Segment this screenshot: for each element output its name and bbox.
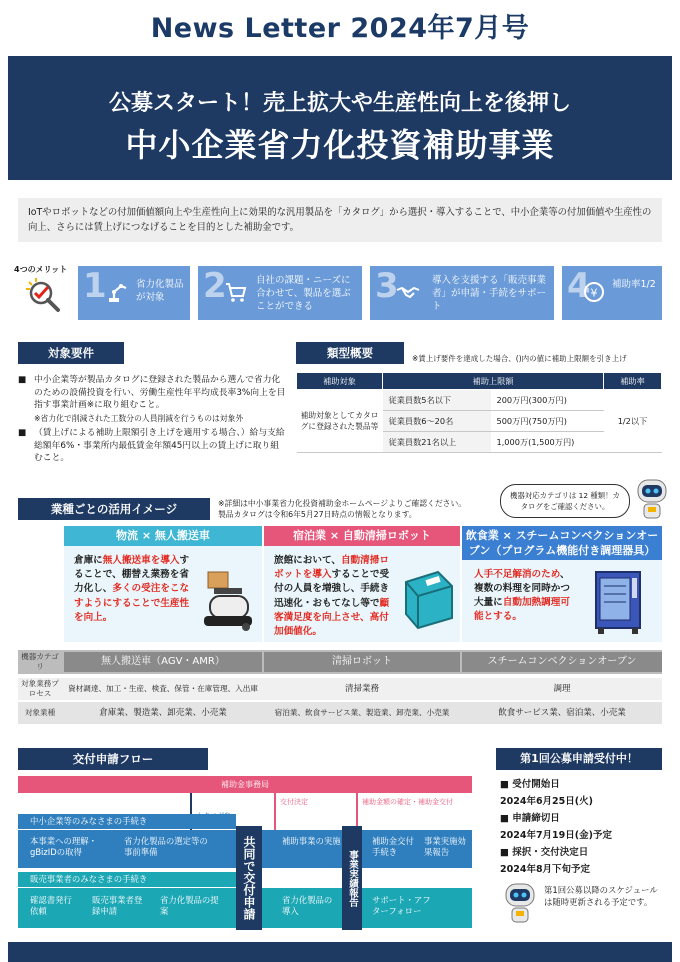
schedule-label: 採択・交付決定日 [512, 847, 589, 858]
grant-decision-label: 交付決定 [280, 798, 308, 806]
category-bubble: 機器対応カテゴリは 12 種類！カタログをご確認ください。 [500, 484, 630, 518]
usage-heading: 業種ごとの活用イメージ [18, 498, 210, 520]
schedule-item-3 [500, 844, 662, 861]
card-text-c: することで、棚替え業務を省力化し、 [74, 555, 190, 595]
newsletter-title: News Letter 2024年7月号 [150, 13, 530, 44]
schedule-date-1: 2024年6月25日(火) [500, 796, 593, 807]
card-text-b: 人手不足解消のため [474, 569, 560, 580]
category-cell: 清掃ロボット [264, 652, 460, 672]
report-box: 事業実績報告 [342, 826, 362, 930]
schedule-item-1 [500, 776, 662, 793]
requirement-1 [18, 374, 286, 414]
card-text-c: 、複数の料理を同時かつ大量に [474, 569, 570, 608]
process-row-label: 対象業務プロセス [21, 679, 59, 698]
sme-lane-label: 中小企業等のみなさまの手続き [18, 814, 236, 829]
schedule-note: 第1回公募以降のスケジュールは随時更新される予定です。 [544, 885, 658, 907]
schedule-bullet: ■ [500, 847, 509, 858]
merit-2 [198, 266, 362, 320]
steam-oven-icon [590, 568, 646, 636]
joint-application-box: 共同で交付申請 [236, 826, 262, 930]
sme-step-3: 補助事業の実施 [282, 836, 341, 846]
vendor-step-1: 確認書発行依頼 [30, 895, 72, 916]
vendor-step-2: 販売事業者登録申請 [92, 895, 143, 916]
category-cell: 無人搬送車（AGV・AMR） [64, 652, 262, 672]
col-rate-header: 補助率 [604, 373, 662, 390]
process-cell: 調理 [553, 684, 571, 694]
merit-3-number: 3 [375, 266, 399, 306]
requirement-note: ※省力化で削減された工数分の人員削減を行うものは対象外 [34, 414, 244, 423]
industry-row-label: 対象業種 [24, 708, 56, 717]
merit-4-text: 補助率1/2 [612, 279, 656, 290]
process-cell: 資材調達、加工・生産、検査、保管・在庫管理、入出庫 [68, 684, 258, 693]
yen-coin-icon [582, 280, 606, 304]
mascot-robot-icon [632, 476, 672, 524]
amount-fix-label: 補助金額の確定・補助金交付 [362, 798, 453, 806]
usage-note-line-1: ※詳細は中小事業省力化投資補助金ホームページよりご確認ください。 [218, 499, 467, 508]
merit-4-number: 4 [567, 266, 591, 306]
merit-1-text: 省力化製品が対象 [136, 279, 184, 303]
card-text-a: 旅館において、 [274, 555, 341, 566]
requirement-2-bullet: ■ [18, 428, 27, 438]
merit-2-number: 2 [203, 266, 227, 306]
merit-3 [370, 266, 554, 320]
card-text [74, 554, 192, 625]
cart-icon [224, 280, 248, 304]
card-text-d: 多くの受注をこなすようにすることで生産性を向上。 [74, 583, 190, 623]
card-text [274, 554, 392, 639]
merit-3-text: 導入を支援する「販売事業者」が申請・手続をサポート [432, 275, 547, 312]
vendor-step-4: 省力化製品の導入 [282, 895, 333, 916]
usage-card-logistics [64, 526, 262, 642]
requirement-1-text: 中小企業等が製品カタログに登録された製品から選んで省力化のための設備投資を行い、労働生産性年平均成長率3%向上を目指す事業計画※に取り組むこと。 [34, 375, 286, 410]
card-title: 物流 × 無人搬送車 [64, 526, 262, 546]
requirement-1-bullet: ■ [18, 375, 27, 385]
vendor-step-3: 省力化製品の提案 [160, 895, 219, 916]
card-text-b: 自動清掃ロボットを導入 [274, 555, 389, 581]
schedule-date-3: 2024年8月下旬予定 [500, 864, 591, 875]
types-heading: 類型概要 [296, 342, 404, 364]
merit-2-text: 自社の課題・ニーズに合わせて、製品を選ぶことができる [256, 275, 351, 312]
usage-note [218, 498, 500, 520]
intro-text: IoTやロボットなどの付加価値額向上や生産性向上に効果的な汎用製品を「カタログ」から選択・導入することで、中小企業等の付加価値や生産性の向上、さらには賃上げにつなげることを目的とした補助金です。 [18, 198, 662, 242]
hero-banner [8, 56, 672, 180]
rate-cell: 1/2以下 [604, 390, 662, 453]
card-title: 飲食業 × スチームコンベクションオーブン（プログラム機能付き調理器具） [462, 526, 662, 560]
target-cell: 補助対象としてカタログに登録された製品等 [297, 390, 383, 453]
sme-step-1: 本事業への理解・gBizIDの取得 [30, 836, 97, 857]
cleaning-robot-icon [396, 562, 456, 632]
industry-cell: 飲食サービス業、宿泊業、小売業 [498, 708, 626, 718]
vendor-step-5: サポート・アフターフォロー [372, 895, 431, 916]
arrow-decision [274, 793, 276, 833]
flow-office-bar: 補助金事務局 [18, 776, 472, 793]
merit-4 [562, 266, 662, 320]
schedule-list [500, 776, 662, 878]
schedule-bullet: ■ [500, 813, 509, 824]
flow-heading: 交付申請フロー [18, 748, 208, 770]
hero-subtitle: 公募スタート！売上拡大や生産性向上を後押し [108, 91, 571, 116]
schedule-label: 申請締切日 [512, 813, 560, 824]
merits-label: 4つのメリット [14, 265, 68, 274]
usage-note-line-2: 製品カタログは令和6年5月27日時点の情報となります。 [218, 510, 417, 519]
card-text-a: 倉庫に [74, 555, 103, 566]
category-row-label: 機器カテゴリ [21, 652, 59, 671]
card-text-c: することで受付の人員を増強し、手続き迅速化・おもてなし等で [274, 569, 390, 609]
magnifier-check-icon [26, 278, 62, 314]
card-text [474, 568, 570, 624]
card-text-b: 無人搬送車を導入 [102, 555, 180, 566]
hero-title: 中小企業省力化投資補助事業 [125, 126, 555, 164]
employees-cell: 従業員数5名以下 [383, 390, 491, 411]
category-cell: スチームコンベクションオーブン [462, 652, 662, 672]
sme-step-4: 補助金交付手続き [372, 836, 414, 857]
employees-cell: 従業員数21名以上 [383, 432, 491, 453]
requirement-2 [18, 427, 286, 467]
agv-robot-icon [200, 564, 256, 634]
merit-1-number: 1 [83, 266, 107, 306]
process-cell: 清掃業務 [344, 684, 379, 694]
limit-cell: 500万円(750万円) [491, 411, 604, 432]
schedule-heading: 第1回公募申請受付中！ [496, 748, 662, 770]
col-target-header: 補助対象 [297, 373, 383, 390]
limit-cell: 1,000万(1,500万円) [491, 432, 604, 453]
col-limit-header: 補助上限額 [383, 373, 604, 390]
schedule-item-2 [500, 810, 662, 827]
robot-arm-icon [106, 280, 130, 304]
types-table [296, 372, 662, 453]
requirements-heading: 対象要件 [18, 342, 124, 364]
usage-card-lodging [264, 526, 460, 642]
merit-1 [78, 266, 190, 320]
sme-step-2: 省力化製品の選定等の事前準備 [124, 836, 208, 857]
card-title: 宿泊業 × 自動清掃ロボット [264, 526, 460, 546]
card-text-d: 顧客満足度を向上させ、高付加価値化。 [274, 597, 390, 638]
schedule-bullet: ■ [500, 779, 509, 790]
limit-cell: 200万円(300万円) [491, 390, 604, 411]
requirement-2-text: （賃上げによる補助上限額引き上げを適用する場合、）給与支給総額年6%・事業所内最低賃金年額45円以上の賃上げに取り組むこと。 [34, 428, 285, 463]
schedule-date-2: 2024年7月19日(金)予定 [500, 830, 612, 841]
employees-cell: 従業員数6～20名 [383, 411, 491, 432]
usage-card-restaurant [462, 526, 662, 642]
footer-bar [8, 942, 672, 962]
industry-cell: 倉庫業、製造業、卸売業、小売業 [99, 708, 227, 718]
industry-cell: 宿泊業、飲食サービス業、製造業、卸売業、小売業 [274, 708, 450, 717]
schedule-label: 受付開始日 [512, 779, 560, 790]
vendor-lane-label: 販売事業者のみなさまの手続き [18, 872, 236, 887]
sme-step-5: 事業実施効果報告 [424, 836, 466, 857]
types-note: ※賃上げ要件を達成した場合、()内の値に補助上限額を引き上げ [412, 354, 627, 363]
handshake-icon [396, 280, 420, 304]
card-text-d: 自動加熱調理可能とする。 [474, 597, 570, 622]
svg-text:¥: ¥ [590, 286, 598, 300]
mascot-robot-icon [500, 880, 540, 928]
